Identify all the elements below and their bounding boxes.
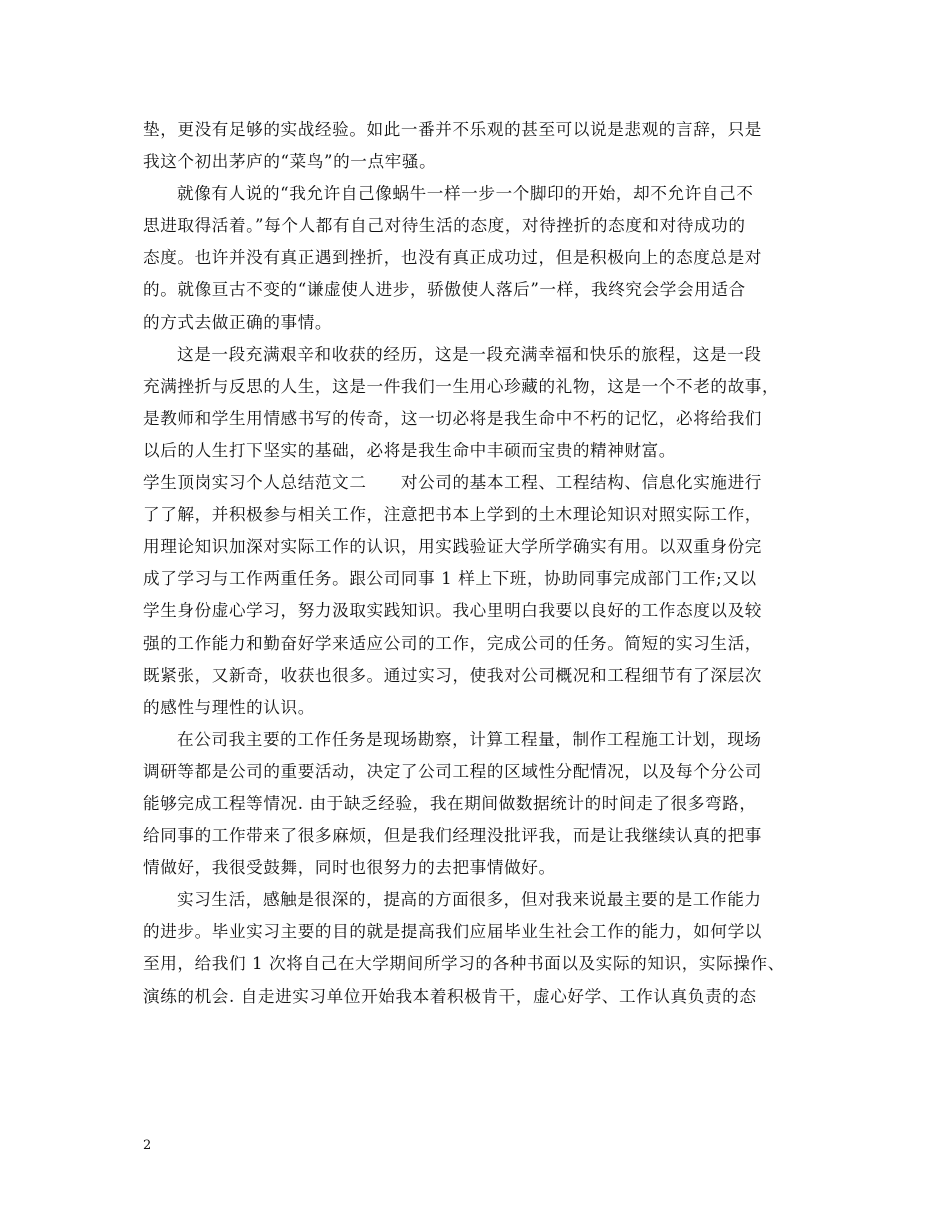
text-line: 是教师和学生用情感书写的传奇，这一切必将是我生命中不朽的记忆，必将给我们 <box>143 408 762 428</box>
text-line: 学生身份虚心学习，努力汲取实践知识。我心里明白我要以良好的工作态度以及较 <box>143 601 762 621</box>
text-line: 用理论知识加深对实际工作的认识，用实践验证大学所学确实有用。以双重身份完 <box>143 537 762 557</box>
text-line: 强的工作能力和勤奋好学来适应公司的工作，完成公司的任务。简短的实习生活， <box>143 633 762 653</box>
text-line: 的感性与理性的认识。 <box>143 697 315 717</box>
text-line: 了了解，并积极参与相关工作，注意把书本上学到的土木理论知识对照实际工作， <box>143 505 762 525</box>
text-line: 态度。也许并没有真正遇到挫折，也没有真正成功过，但是积极向上的态度总是对 <box>143 248 762 268</box>
text-line: 情做好，我很受鼓舞，同时也很努力的去把事情做好。 <box>143 858 556 878</box>
text-line: 既紧张，又新奇，收获也很多。通过实习，使我对公司概况和工程细节有了深层次 <box>143 665 762 685</box>
text-line: 成了学习与工作两重任务。跟公司同事 1 样上下班，协助同事完成部门工作;又以 <box>143 569 757 589</box>
text-line: 演练的机会. 自走进实习单位开始我本着积极肯干，虚心好学、工作认真负责的态 <box>143 986 757 1006</box>
text-line: 的方式去做正确的事情。 <box>143 312 333 332</box>
text-line: 的。就像亘古不变的“谦虚使人进步，骄傲使人落后”一样，我终究会学会用适合 <box>143 280 746 300</box>
text-line: 在公司我主要的工作任务是现场勘察，计算工程量，制作工程施工计划，现场 <box>177 729 762 749</box>
document-body <box>143 114 823 1013</box>
text-line: 以后的人生打下坚实的基础，必将是我生命中丰硕而宝贵的精神财富。 <box>143 440 677 460</box>
text-line: 这是一段充满艰辛和收获的经历，这是一段充满幸福和快乐的旅程，这是一段 <box>177 344 762 364</box>
text-line: 至用，给我们 1 次将自己在大学期间所学习的各种书面以及实际的知识，实际操作、 <box>143 954 785 974</box>
text-line: 垫，更没有足够的实战经验。如此一番并不乐观的甚至可以说是悲观的言辞，只是 <box>143 120 762 139</box>
text-line: 学生顶岗实习个人总结范文二 对公司的基本工程、工程结构、信息化实施进行 <box>143 473 762 493</box>
text-line: 思进取得活着。”每个人都有自己对待生活的态度，对待挫折的态度和对待成功的 <box>143 216 746 236</box>
page-number: 2 <box>143 1138 152 1153</box>
text-line: 我这个初出茅庐的“菜鸟”的一点牢骚。 <box>143 152 437 172</box>
text-line: 给同事的工作带来了很多麻烦，但是我们经理没批评我，而是让我继续认真的把事 <box>143 826 762 846</box>
text-line: 充满挫折与反思的人生，这是一件我们一生用心珍藏的礼物，这是一个不老的故事， <box>143 376 780 396</box>
text-line: 能够完成工程等情况. 由于缺乏经验，我在期间做数据统计的时间走了很多弯路， <box>143 793 757 813</box>
text-line: 就像有人说的“我允许自己像蜗牛一样一步一个脚印的开始，却不允许自己不 <box>177 184 754 204</box>
text-line: 调研等都是公司的重要活动，决定了公司工程的区域性分配情况，以及每个分公司 <box>143 761 762 781</box>
text-line: 实习生活，感触是很深的，提高的方面很多，但对我来说最主要的是工作能力 <box>177 890 762 910</box>
text-line: 的进步。毕业实习主要的目的就是提高我们应届毕业生社会工作的能力，如何学以 <box>143 922 762 942</box>
